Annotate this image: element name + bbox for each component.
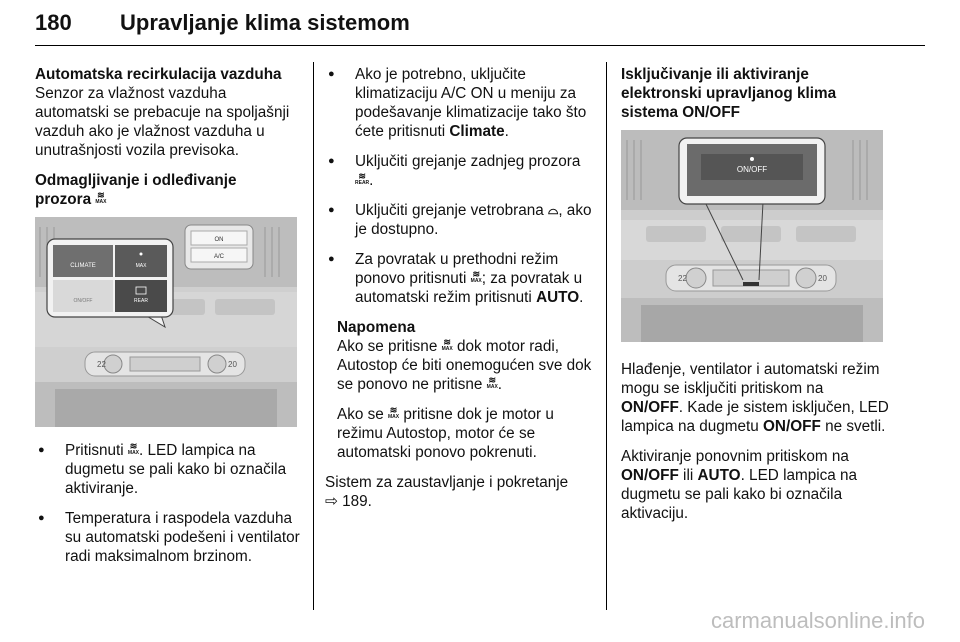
fig-rear-label: REAR: [134, 298, 148, 304]
fig-climate-label: CLIMATE: [70, 263, 96, 269]
max-defrost-icon: ≋ MAX: [441, 337, 453, 352]
rear-window-heating-icon: ≋ REAR: [355, 171, 370, 186]
paragraph: Aktiviranje ponovnim pritiskom na ON/OFF ili AUTO. LED lampica na dugmetu se pali kako bi označila aktivaciju.: [621, 448, 858, 522]
max-defrost-icon: ≋ MAX: [95, 190, 107, 205]
column-divider: [313, 62, 314, 610]
paragraph: Ako se pritisne ≋ MAX dok motor radi, Autostop će biti onemogućen sve dok se ponovo ne pritisne ≋ MAX .: [337, 337, 592, 393]
note-title: Napomena: [337, 319, 416, 336]
climate-panel-illustration: [35, 217, 297, 427]
defrost-steps: [35, 441, 303, 566]
fig-temp-left: 22: [678, 274, 687, 283]
fig-on-label: ON: [214, 237, 224, 243]
section-heading: Odmagljivanje i odleđivanje prozora ≋ MAX: [35, 172, 237, 208]
fig-max-label: MAX: [135, 263, 147, 269]
windscreen-heating-icon: ⌓: [548, 202, 559, 217]
paragraph: Senzor za vlažnost vazduha automatski se prebacuje na spoljašnji vazduh ako je vlažnost vazduha u unutrašnjosti vozila previsoka.: [35, 85, 290, 159]
climate-panel-photo: [35, 217, 297, 427]
list-item: ● Temperatura i raspodela vazduha su automatski podešeni i ventilator radi maksimalnom brzinom.: [35, 509, 303, 566]
max-defrost-icon: ≋ MAX: [486, 375, 498, 390]
max-defrost-icon: ≋ MAX: [388, 405, 400, 420]
list-item: ● Ako je potrebno, uključite klimatizaciju A/C ON u meniju za podešavanje klimatizacije tako što ćete pritisnuti Climate.: [325, 65, 597, 141]
fig-temp-right: 20: [228, 360, 237, 369]
max-defrost-icon: ≋ MAX: [470, 269, 482, 284]
column-middle: [325, 65, 597, 522]
cross-reference[interactable]: Sistem za zaustavljanje i pokretanje ⇨ 189.: [325, 474, 569, 510]
column-left: [35, 65, 303, 577]
header-rule: [35, 45, 925, 46]
list-item: ● Pritisnuti ≋ MAX . LED lampica na dugmetu se pali kako bi označila aktiviranje.: [35, 441, 303, 498]
list-item: ● Uključiti grejanje zadnjeg prozora ≋ REAR .: [325, 152, 597, 190]
defrost-steps-continued: [325, 65, 597, 307]
page-number: 180: [35, 10, 72, 35]
note-box: [325, 318, 597, 462]
paragraph: Ako se ≋ MAX pritisne dok je motor u režimu Autostop, motor će se automatski ponovo pokrenuti.: [337, 405, 554, 461]
section-heading: Automatska recirkulacija vazduha: [35, 66, 282, 83]
fig-onoff-label: ON/OFF: [73, 298, 93, 304]
list-item: ● Uključiti grejanje vetrobrana ⌓, ako je dostupno.: [325, 201, 597, 239]
page-header: [35, 10, 925, 50]
fig-temp-right: 20: [818, 274, 827, 283]
list-item: ● Za povratak u prethodni režim ponovo pritisnuti ≋ MAX ; za povratak u automatski režim pritisnuti AUTO.: [325, 250, 597, 307]
column-right: [621, 65, 889, 534]
fig-onoff-label: ON/OFF: [736, 165, 768, 174]
max-defrost-icon: ≋ MAX: [127, 441, 140, 456]
watermark: carmanualsonline.info: [710, 608, 925, 633]
fig-temp-left: 22: [97, 360, 106, 369]
arrow-right-icon: ⇨: [325, 493, 338, 510]
section-heading: Isključivanje ili aktiviranje elektronski upravljanog klima sistema ON/OFF: [621, 66, 837, 121]
paragraph: Hlađenje, ventilator i automatski režim mogu se isključiti pritiskom na ON/OFF. Kade je sistem isključen, LED lampica na dugmetu ON/OFF ne svetli.: [621, 361, 889, 435]
onoff-panel-illustration: [621, 130, 883, 342]
chapter-title: Upravljanje klima sistemom: [120, 10, 410, 35]
fig-ac-label: A/C: [213, 254, 225, 260]
onoff-panel-photo: [621, 130, 883, 342]
column-divider: [606, 62, 607, 610]
